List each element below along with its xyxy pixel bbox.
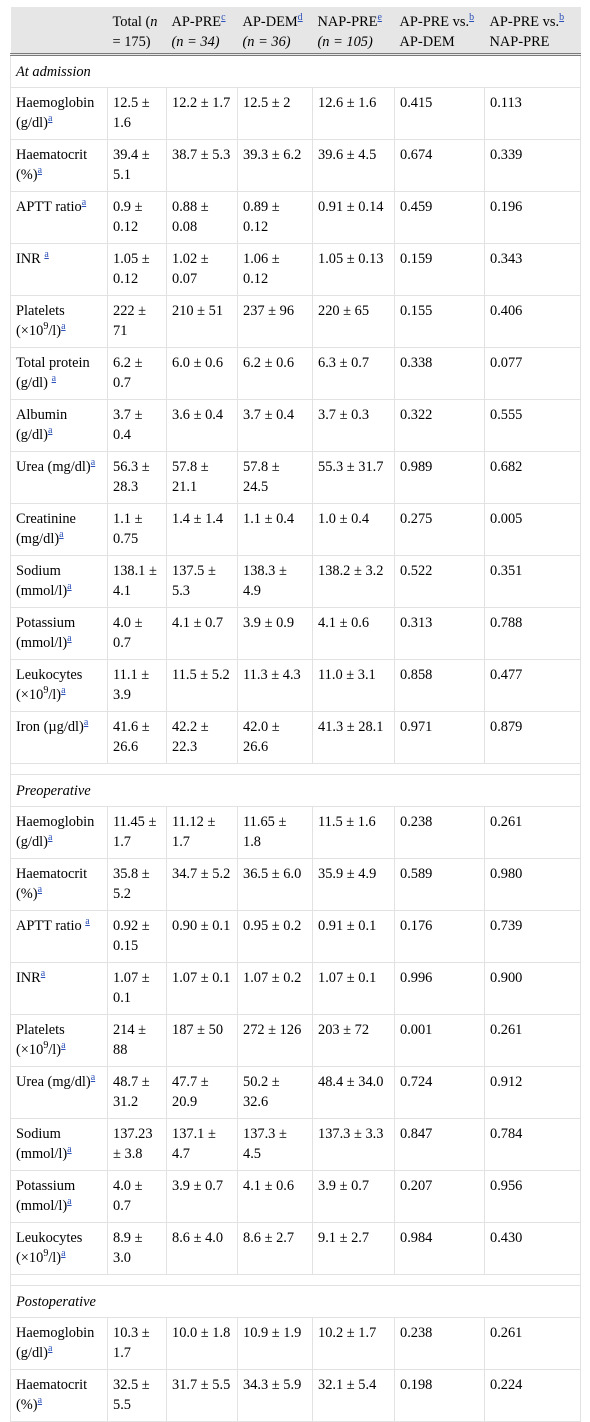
row-label [11,400,108,452]
row-label [11,608,108,660]
cell-nap-pre: 39.6 ± 4.5 [313,140,395,192]
section-header-row [11,1286,581,1318]
cell-nap-pre: 9.1 ± 2.7 [313,1223,395,1275]
cell-total: 214 ± 88 [108,1015,167,1067]
cell-ap-pre: 4.1 ± 0.7 [167,608,238,660]
cell-p-ap-pre-vs-nap-pre: 0.224 [485,1370,581,1422]
row-label [11,88,108,140]
footnote-link[interactable]: a [44,249,49,261]
cell-p-ap-pre-vs-nap-pre: 0.077 [485,348,581,400]
cell-p-ap-pre-vs-ap-dem: 0.847 [395,1119,485,1171]
cell-nap-pre: 11.0 ± 3.1 [313,660,395,712]
cell-p-ap-pre-vs-ap-dem: 0.322 [395,400,485,452]
cell-p-ap-pre-vs-nap-pre: 0.339 [485,140,581,192]
cell-nap-pre: 6.3 ± 0.7 [313,348,395,400]
cell-nap-pre: 1.0 ± 0.4 [313,504,395,556]
footnote-link[interactable]: a [90,457,96,469]
cell-ap-pre: 11.5 ± 5.2 [167,660,238,712]
row-label [11,556,108,608]
table-row [11,1171,581,1223]
cell-ap-pre: 137.5 ± 5.3 [167,556,238,608]
footnote-link[interactable]: a [61,1040,66,1052]
row-label-text: Total protein (g/dl) [16,355,90,391]
row-label-text: Haemoglobin (g/dl) [16,1325,95,1361]
cell-nap-pre: 3.7 ± 0.3 [313,400,395,452]
cell-ap-dem: 1.06 ± 0.12 [238,244,313,296]
table-row [11,400,581,452]
cell-total: 6.2 ± 0.7 [108,348,167,400]
row-label-text: Potassium (mmol/l) [16,615,76,651]
row-label-superscript: 9 [43,685,49,697]
cell-p-ap-pre-vs-nap-pre: 0.956 [485,1171,581,1223]
table-row [11,608,581,660]
cell-p-ap-pre-vs-ap-dem: 0.459 [395,192,485,244]
cell-nap-pre: 12.6 ± 1.6 [313,88,395,140]
cell-ap-dem: 137.3 ± 4.5 [238,1119,313,1171]
footnote-link[interactable]: a [51,373,57,385]
cell-nap-pre: 1.05 ± 0.13 [313,244,395,296]
table-row [11,859,581,911]
cell-total: 222 ± 71 [108,296,167,348]
footnote-link[interactable]: a [47,832,53,844]
table-header-row [11,7,581,55]
section-header-row [11,775,581,807]
header-ap-pre: AP-PRE$^c$ (n = 34) [167,7,238,55]
row-label-superscript: 9 [43,1040,49,1052]
cell-ap-pre: 57.8 ± 21.1 [167,452,238,504]
cell-nap-pre: 4.1 ± 0.6 [313,608,395,660]
cell-p-ap-pre-vs-ap-dem: 0.275 [395,504,485,556]
row-label [11,1223,108,1275]
row-label-unit: /l) [48,1250,62,1266]
cell-p-ap-pre-vs-ap-dem: 0.238 [395,1318,485,1370]
row-label [11,963,108,1015]
cell-ap-dem: 1.1 ± 0.4 [238,504,313,556]
cell-nap-pre: 55.3 ± 31.7 [313,452,395,504]
row-label-text: Leukocytes (×10 [16,667,83,703]
row-label-text: Sodium (mmol/l) [16,563,68,599]
cell-total: 0.9 ± 0.12 [108,192,167,244]
spacer-cell [11,764,581,775]
row-label-text: Platelets (×10 [16,1022,65,1058]
table-row [11,963,581,1015]
row-label-text: APTT ratio [16,918,86,934]
footnote-link[interactable]: a [67,633,72,645]
row-label [11,1015,108,1067]
cell-total: 48.7 ± 31.2 [108,1067,167,1119]
cell-total: 35.8 ± 5.2 [108,859,167,911]
cell-p-ap-pre-vs-nap-pre: 0.406 [485,296,581,348]
row-label [11,1318,108,1370]
spacer-cell [11,1275,581,1286]
cell-p-ap-pre-vs-ap-dem: 0.338 [395,348,485,400]
cell-total: 32.5 ± 5.5 [108,1370,167,1422]
footnote-link[interactable]: c [221,12,226,24]
row-label [11,140,108,192]
cell-nap-pre: 32.1 ± 5.4 [313,1370,395,1422]
row-label-text: Sodium (mmol/l) [16,1126,68,1162]
header-ap-dem: AP-DEM$^d$ (n = 36) [238,7,313,55]
cell-p-ap-pre-vs-ap-dem: 0.589 [395,859,485,911]
table-row [11,504,581,556]
table-row [11,1223,581,1275]
cell-ap-dem: 11.65 ± 1.8 [238,807,313,859]
cell-p-ap-pre-vs-ap-dem: 0.522 [395,556,485,608]
footnote-link[interactable]: b [469,12,475,24]
cell-nap-pre: 11.5 ± 1.6 [313,807,395,859]
cell-total: 138.1 ± 4.1 [108,556,167,608]
row-label-text: Iron (µg/dl) [16,719,84,735]
cell-ap-dem: 39.3 ± 6.2 [238,140,313,192]
row-label-text: INR [16,970,41,986]
cell-p-ap-pre-vs-nap-pre: 0.261 [485,807,581,859]
row-label [11,244,108,296]
table-row [11,296,581,348]
cell-nap-pre: 138.2 ± 3.2 [313,556,395,608]
row-label [11,660,108,712]
cell-ap-pre: 6.0 ± 0.6 [167,348,238,400]
header-total: Total (n = 175) [108,7,167,55]
cell-ap-pre: 0.90 ± 0.1 [167,911,238,963]
cell-p-ap-pre-vs-nap-pre: 0.980 [485,859,581,911]
footnote-link[interactable]: a [61,685,66,697]
cell-p-ap-pre-vs-ap-dem: 0.207 [395,1171,485,1223]
cell-p-ap-pre-vs-ap-dem: 0.155 [395,296,485,348]
footnote-link[interactable]: b [559,12,565,24]
table-row [11,244,581,296]
section-title: Preoperative [11,775,581,807]
cell-p-ap-pre-vs-nap-pre: 0.900 [485,963,581,1015]
cell-total: 12.5 ± 1.6 [108,88,167,140]
row-label-text: Potassium (mmol/l) [16,1178,76,1214]
table-body [11,55,581,1422]
cell-p-ap-pre-vs-nap-pre: 0.430 [485,1223,581,1275]
section-spacer [11,1275,581,1286]
cell-total: 11.45 ± 1.7 [108,807,167,859]
cell-p-ap-pre-vs-ap-dem: 0.238 [395,807,485,859]
header-ap-pre-vs-ap-dem: AP-PRE vs.$^b$ AP-DEM [395,7,485,55]
cell-total: 41.6 ± 26.6 [108,712,167,764]
row-label-text: Platelets (×10 [16,303,65,339]
cell-total: 1.07 ± 0.1 [108,963,167,1015]
row-label-text: Albumin (g/dl) [16,407,68,443]
cell-ap-dem: 10.9 ± 1.9 [238,1318,313,1370]
cell-total: 39.4 ± 5.1 [108,140,167,192]
cell-total: 4.0 ± 0.7 [108,608,167,660]
table-row [11,1119,581,1171]
footnote-link[interactable]: a [47,113,53,125]
cell-p-ap-pre-vs-ap-dem: 0.198 [395,1370,485,1422]
row-label [11,1067,108,1119]
cell-p-ap-pre-vs-nap-pre: 0.879 [485,712,581,764]
row-label [11,1171,108,1223]
cell-total: 137.23 ± 3.8 [108,1119,167,1171]
table-row [11,1015,581,1067]
footnote-link[interactable]: a [81,197,87,209]
cell-ap-pre: 1.4 ± 1.4 [167,504,238,556]
footnote-link[interactable]: a [47,425,53,437]
row-label-text: Haemoglobin (g/dl) [16,95,95,131]
footnote-link[interactable]: a [59,529,64,541]
cell-ap-pre: 34.7 ± 5.2 [167,859,238,911]
cell-ap-pre: 1.07 ± 0.1 [167,963,238,1015]
cell-p-ap-pre-vs-ap-dem: 0.001 [395,1015,485,1067]
row-label-text: Haematocrit (%) [16,1377,88,1413]
row-label-superscript: 9 [43,321,49,333]
row-label-text: Leukocytes (×10 [16,1230,83,1266]
row-label [11,296,108,348]
cell-p-ap-pre-vs-ap-dem: 0.159 [395,244,485,296]
cell-ap-dem: 36.5 ± 6.0 [238,859,313,911]
header-ap-pre-vs-nap-pre: AP-PRE vs.$^b$ NAP-PRE [485,7,581,55]
cell-ap-pre: 12.2 ± 1.7 [167,88,238,140]
cell-p-ap-pre-vs-nap-pre: 0.784 [485,1119,581,1171]
cell-ap-dem: 272 ± 126 [238,1015,313,1067]
cell-ap-dem: 12.5 ± 2 [238,88,313,140]
cell-ap-pre: 187 ± 50 [167,1015,238,1067]
table-row [11,807,581,859]
cell-total: 10.3 ± 1.7 [108,1318,167,1370]
table-row [11,660,581,712]
section-spacer [11,764,581,775]
cell-p-ap-pre-vs-ap-dem: 0.176 [395,911,485,963]
header-nap-pre: NAP-PRE$^e$ (n = 105) [313,7,395,55]
section-header-row [11,55,581,88]
row-label [11,192,108,244]
cell-ap-pre: 0.88 ± 0.08 [167,192,238,244]
table-row [11,712,581,764]
cell-total: 8.9 ± 3.0 [108,1223,167,1275]
cell-ap-dem: 57.8 ± 24.5 [238,452,313,504]
cell-p-ap-pre-vs-nap-pre: 0.477 [485,660,581,712]
cell-ap-dem: 1.07 ± 0.2 [238,963,313,1015]
lab-results-table [10,7,581,1422]
footnote-link[interactable]: a [67,1196,72,1208]
footnote-link[interactable]: a [67,1144,72,1156]
footnote-link[interactable]: d [297,12,303,24]
row-label-text: Creatinine (mg/dl) [16,511,76,547]
row-label-superscript: 9 [43,1248,49,1260]
cell-p-ap-pre-vs-nap-pre: 0.261 [485,1015,581,1067]
cell-p-ap-pre-vs-nap-pre: 0.351 [485,556,581,608]
cell-nap-pre: 0.91 ± 0.14 [313,192,395,244]
cell-nap-pre: 220 ± 65 [313,296,395,348]
table-row [11,140,581,192]
cell-p-ap-pre-vs-nap-pre: 0.682 [485,452,581,504]
footnote-link[interactable]: a [37,884,43,896]
cell-ap-pre: 210 ± 51 [167,296,238,348]
row-label [11,348,108,400]
row-label-text: Haemoglobin (g/dl) [16,814,95,850]
row-label-unit: /l) [48,1042,62,1058]
table-row [11,192,581,244]
row-label-unit: /l) [48,687,62,703]
cell-ap-dem: 34.3 ± 5.9 [238,1370,313,1422]
cell-ap-pre: 3.9 ± 0.7 [167,1171,238,1223]
table-row [11,88,581,140]
row-label [11,712,108,764]
cell-ap-dem: 138.3 ± 4.9 [238,556,313,608]
footnote-link[interactable]: a [37,1395,43,1407]
cell-ap-pre: 38.7 ± 5.3 [167,140,238,192]
row-label [11,452,108,504]
cell-ap-dem: 50.2 ± 32.6 [238,1067,313,1119]
footnote-link[interactable]: a [83,717,89,729]
row-label-text: INR [16,251,45,267]
table-row [11,452,581,504]
cell-ap-dem: 3.7 ± 0.4 [238,400,313,452]
cell-p-ap-pre-vs-nap-pre: 0.113 [485,88,581,140]
footnote-link[interactable]: a [90,1072,96,1084]
cell-ap-pre: 8.6 ± 4.0 [167,1223,238,1275]
cell-ap-pre: 137.1 ± 4.7 [167,1119,238,1171]
cell-total: 11.1 ± 3.9 [108,660,167,712]
row-label-text: Haematocrit (%) [16,866,88,902]
row-label [11,1370,108,1422]
footnote-link[interactable]: a [85,916,90,928]
cell-ap-dem: 0.95 ± 0.2 [238,911,313,963]
section-title: At admission [11,55,581,88]
footnote-link[interactable]: a [37,165,43,177]
row-label-text: Haematocrit (%) [16,147,88,183]
table-row [11,911,581,963]
cell-p-ap-pre-vs-nap-pre: 0.005 [485,504,581,556]
cell-nap-pre: 48.4 ± 34.0 [313,1067,395,1119]
row-label [11,911,108,963]
cell-p-ap-pre-vs-nap-pre: 0.196 [485,192,581,244]
row-label-text: Urea (mg/dl) [16,1074,91,1090]
cell-total: 1.05 ± 0.12 [108,244,167,296]
cell-p-ap-pre-vs-ap-dem: 0.724 [395,1067,485,1119]
cell-nap-pre: 41.3 ± 28.1 [313,712,395,764]
cell-ap-pre: 11.12 ± 1.7 [167,807,238,859]
cell-total: 3.7 ± 0.4 [108,400,167,452]
cell-p-ap-pre-vs-nap-pre: 0.555 [485,400,581,452]
row-label [11,504,108,556]
cell-p-ap-pre-vs-ap-dem: 0.415 [395,88,485,140]
footnote-link[interactable]: a [47,1343,53,1355]
row-label-text: APTT ratio [16,199,82,215]
cell-ap-pre: 10.0 ± 1.8 [167,1318,238,1370]
table-row [11,1318,581,1370]
header-blank [11,7,108,55]
cell-ap-pre: 3.6 ± 0.4 [167,400,238,452]
cell-p-ap-pre-vs-nap-pre: 0.912 [485,1067,581,1119]
row-label-unit: /l) [48,323,62,339]
cell-ap-pre: 42.2 ± 22.3 [167,712,238,764]
cell-p-ap-pre-vs-ap-dem: 0.313 [395,608,485,660]
cell-p-ap-pre-vs-ap-dem: 0.989 [395,452,485,504]
cell-p-ap-pre-vs-ap-dem: 0.996 [395,963,485,1015]
footnote-link[interactable]: a [61,321,66,333]
cell-ap-dem: 0.89 ± 0.12 [238,192,313,244]
cell-ap-dem: 8.6 ± 2.7 [238,1223,313,1275]
footnote-link[interactable]: a [61,1248,66,1260]
cell-p-ap-pre-vs-nap-pre: 0.343 [485,244,581,296]
section-title: Postoperative [11,1286,581,1318]
row-label [11,1119,108,1171]
table-row [11,1067,581,1119]
row-label [11,859,108,911]
cell-ap-pre: 1.02 ± 0.07 [167,244,238,296]
cell-nap-pre: 10.2 ± 1.7 [313,1318,395,1370]
cell-total: 0.92 ± 0.15 [108,911,167,963]
cell-p-ap-pre-vs-ap-dem: 0.984 [395,1223,485,1275]
cell-p-ap-pre-vs-nap-pre: 0.739 [485,911,581,963]
cell-ap-dem: 4.1 ± 0.6 [238,1171,313,1223]
table-row [11,1370,581,1422]
table-row [11,348,581,400]
cell-p-ap-pre-vs-ap-dem: 0.971 [395,712,485,764]
cell-ap-dem: 3.9 ± 0.9 [238,608,313,660]
row-label-text: Urea (mg/dl) [16,459,91,475]
cell-ap-dem: 6.2 ± 0.6 [238,348,313,400]
cell-nap-pre: 203 ± 72 [313,1015,395,1067]
cell-ap-dem: 237 ± 96 [238,296,313,348]
cell-ap-pre: 47.7 ± 20.9 [167,1067,238,1119]
footnote-link[interactable]: e [377,12,382,24]
cell-ap-pre: 31.7 ± 5.5 [167,1370,238,1422]
table-row [11,556,581,608]
cell-total: 4.0 ± 0.7 [108,1171,167,1223]
cell-nap-pre: 35.9 ± 4.9 [313,859,395,911]
cell-p-ap-pre-vs-ap-dem: 0.858 [395,660,485,712]
cell-p-ap-pre-vs-nap-pre: 0.261 [485,1318,581,1370]
footnote-link[interactable]: a [40,968,46,980]
cell-total: 56.3 ± 28.3 [108,452,167,504]
cell-total: 1.1 ± 0.75 [108,504,167,556]
row-label [11,807,108,859]
cell-nap-pre: 1.07 ± 0.1 [313,963,395,1015]
cell-ap-dem: 42.0 ± 26.6 [238,712,313,764]
cell-p-ap-pre-vs-ap-dem: 0.674 [395,140,485,192]
cell-nap-pre: 3.9 ± 0.7 [313,1171,395,1223]
cell-nap-pre: 0.91 ± 0.1 [313,911,395,963]
cell-ap-dem: 11.3 ± 4.3 [238,660,313,712]
cell-nap-pre: 137.3 ± 3.3 [313,1119,395,1171]
footnote-link[interactable]: a [67,581,72,593]
cell-p-ap-pre-vs-nap-pre: 0.788 [485,608,581,660]
